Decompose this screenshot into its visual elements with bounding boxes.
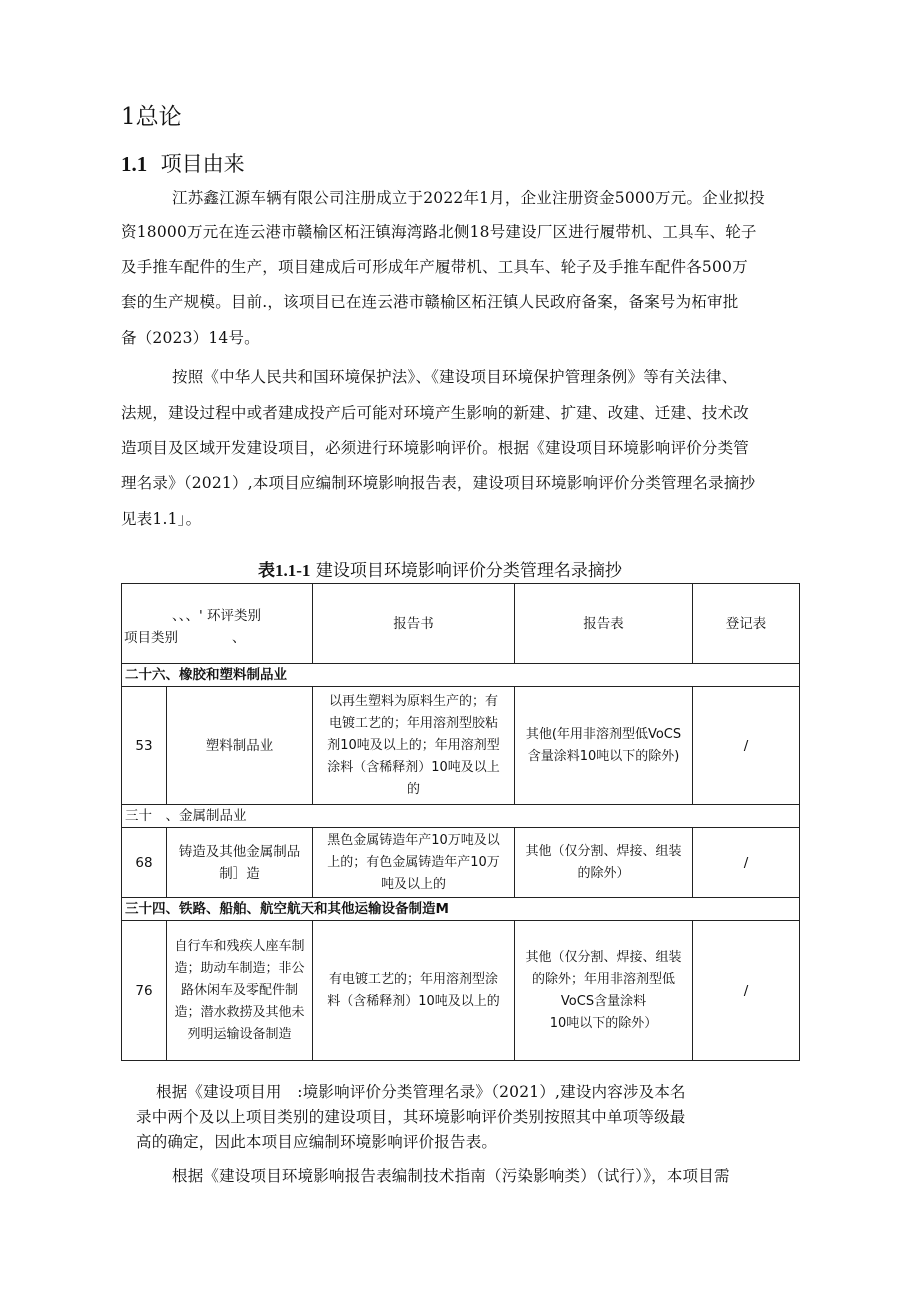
- paragraph-4: 根据《建设项目环境影响报告表编制技术指南（污染影响类）（试行）》，本项目需: [172, 1167, 730, 1185]
- table-header-row: [122, 584, 800, 664]
- header-registration: 登记表: [693, 584, 800, 664]
- header-item-label: 项目类别: [124, 629, 178, 646]
- cell-line: 剂10吨及以上的；年用溶剂型: [327, 737, 500, 753]
- section-title: 三十 、金属制品业: [122, 805, 800, 828]
- paragraph-line: 见表1.1」。: [121, 510, 202, 528]
- cell-line: 料（含稀释剂）10吨及以上的: [327, 993, 500, 1009]
- row-registration: /: [693, 687, 800, 805]
- cell-line: 其他（仅分割、焊接、组装: [525, 843, 682, 859]
- row-registration: /: [693, 921, 800, 1061]
- section-title: 二十六、橡胶和塑料制品业: [122, 664, 800, 687]
- cell-line: 涂料（含稀释剂）10吨及以上: [327, 759, 500, 775]
- row-report-form: [515, 828, 693, 898]
- row-category: [167, 828, 313, 898]
- paragraph-line: 资18000万元在连云港市赣榆区柘汪镇海湾路北侧18号建设厂区进行履带机、工具车、轮子: [121, 223, 757, 241]
- header-report-book: 报告书: [313, 584, 515, 664]
- cell-line: 黑色金属铸造年产10万吨及以: [327, 832, 500, 848]
- header-report-form: 报告表: [515, 584, 693, 664]
- paragraph-line: 高的确定，因此本项目应编制环境影响评价报告表。: [136, 1133, 498, 1151]
- row-report-book: [313, 828, 515, 898]
- section-title: 三十四、铁路、船舶、航空航天和其他运输设备制造M: [122, 898, 800, 921]
- cell-line: 有电镀工艺的；年用溶剂型涂: [328, 971, 498, 987]
- cell-line: 铸造及其他金属制品: [178, 843, 301, 860]
- cell-line: 的: [406, 781, 420, 797]
- paragraph-line: 备（2023）14号。: [121, 329, 260, 347]
- cell-line: 上的；有色金属铸造年产10万: [327, 854, 500, 870]
- paragraph-line: 及手推车配件的生产，项目建成后可形成年产履带机、工具车、轮子及手推车配件各500万: [121, 258, 748, 276]
- cell-line: 其他（仅分割、焊接、组装: [525, 949, 682, 965]
- table-caption: 表1.1-1 建设项目环境影响评价分类管理名录摘抄: [258, 561, 622, 581]
- paragraph-line: 按照《中华人民共和国环境保护法》、《建设项目环境保护管理条例》等有关法律、: [172, 368, 738, 386]
- table-row: [122, 921, 800, 1061]
- table-row: [122, 828, 800, 898]
- cell-line: 塑料制品业: [205, 737, 274, 754]
- section-heading: 1.1 项目由来: [121, 152, 245, 176]
- cell-line: 吨及以上的: [380, 876, 446, 892]
- row-report-form: [515, 687, 693, 805]
- row-category: [167, 921, 313, 1061]
- paragraph-line: 录中两个及以上项目类别的建设项目，其环境影响评价类别按照其中单项等级最: [136, 1108, 686, 1126]
- row-report-book: [313, 921, 515, 1061]
- table-section-row: [122, 805, 800, 828]
- cell-line: 路休闲车及零配件制: [180, 982, 298, 998]
- paragraph-line: 理名录》（2021）,本项目应编制环境影响报告表，建设项目环境影响评价分类管理名录摘抄: [121, 474, 756, 492]
- chapter-heading: 1总论: [121, 104, 182, 130]
- paragraph-line: 根据《建设项目用 :境影响评价分类管理名录》（2021）,建设内容涉及本名: [156, 1083, 686, 1101]
- cell-line: 的除外；年用非溶剂型低: [531, 971, 675, 987]
- table-row: [122, 687, 800, 805]
- paragraph-line: 法规，建设过程中或者建成投产后可能对环境产生影响的新建、扩建、改建、迁建、技术改: [121, 404, 750, 422]
- row-report-book: [313, 687, 515, 805]
- table-section-row: [122, 898, 800, 921]
- cell-line: 其他(年用非溶剂型低VoCS: [525, 726, 682, 742]
- cell-line: 造；助动车制造；非公: [174, 960, 305, 976]
- paragraph-line: 江苏鑫江源车辆有限公司注册成立于2022年1月，企业注册资金5000万元。企业拟投: [172, 189, 765, 207]
- cell-line: 制］造: [219, 865, 260, 882]
- cell-line: 电镀工艺的；年用溶剂型胶粘: [328, 715, 498, 731]
- cell-line: 10吨以下的除外）: [549, 1015, 658, 1031]
- row-number: 76: [122, 921, 167, 1061]
- cell-line: 以再生塑料为原料生产的；有: [328, 693, 498, 709]
- row-report-form: [515, 921, 693, 1061]
- cell-line: 自行车和残疾人座车制: [174, 938, 305, 954]
- row-category: [167, 687, 313, 805]
- cell-line: 的除外）: [577, 865, 630, 881]
- cell-line: 造；潜水救捞及其他未: [174, 1004, 305, 1020]
- table-section-row: [122, 664, 800, 687]
- classification-table: [121, 583, 800, 1061]
- row-number: 68: [122, 828, 167, 898]
- cell-line: 含量涂料10吨以下的除外): [527, 748, 680, 764]
- row-registration: /: [693, 828, 800, 898]
- cell-line: 列明运输设备制造: [187, 1026, 292, 1042]
- header-category-label: 、、、' 环评类别: [172, 607, 262, 624]
- paragraph-line: 造项目及区域开发建设项目，必须进行环境影响评价。根据《建设项目环境影响评价分类管: [121, 439, 750, 457]
- paragraph-line: 套的生产规模。目前.，该项目已在连云港市赣榆区柘汪镇人民政府备案，备案号为柘审批: [121, 293, 739, 311]
- header-diagonal-cell: [122, 584, 313, 664]
- cell-line: VoCS含量涂料: [560, 993, 647, 1009]
- header-mark: 、: [232, 629, 246, 646]
- row-number: 53: [122, 687, 167, 805]
